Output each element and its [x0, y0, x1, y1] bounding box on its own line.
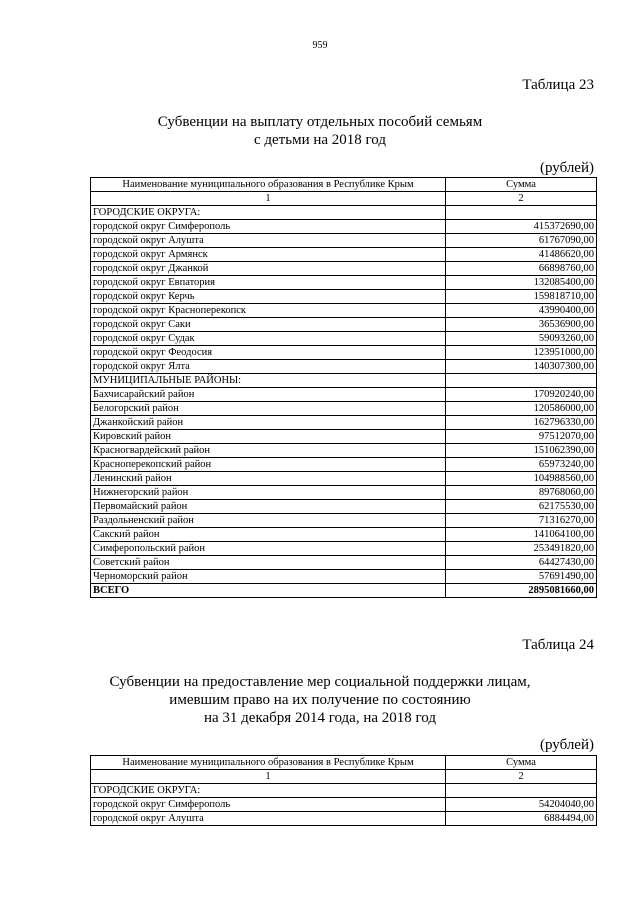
- header-municipality: Наименование муниципального образования в Республике Крым: [91, 178, 446, 192]
- table-row: [91, 798, 597, 812]
- table-row: [91, 332, 597, 346]
- column-number-1: 1: [91, 770, 446, 784]
- amount-value: 43990400,00: [446, 304, 597, 318]
- table-row: [91, 444, 597, 458]
- amount-value: 170920240,00: [446, 388, 597, 402]
- column-number-2: 2: [446, 192, 597, 206]
- amount-value: 140307300,00: [446, 360, 597, 374]
- amount-value: 253491820,00: [446, 542, 597, 556]
- municipality-name: городской округ Симферополь: [91, 798, 446, 812]
- municipality-name: Советский район: [91, 556, 446, 570]
- amount-value: 57691490,00: [446, 570, 597, 584]
- amount-value: 71316270,00: [446, 514, 597, 528]
- municipality-name: Нижнегорский район: [91, 486, 446, 500]
- table-row: [91, 360, 597, 374]
- table-24-title: [0, 673, 640, 727]
- municipality-name: Сакский район: [91, 528, 446, 542]
- table-row: [91, 248, 597, 262]
- table-24-title-line-2: имевшим право на их получение по состоянию: [169, 692, 471, 708]
- amount-value: 151062390,00: [446, 444, 597, 458]
- table-23-units: (рублей): [539, 160, 594, 176]
- table-row: [91, 514, 597, 528]
- amount-value: 162796330,00: [446, 416, 597, 430]
- table-row: [91, 262, 597, 276]
- section-label: ГОРОДСКИЕ ОКРУГА:: [91, 784, 446, 798]
- amount-value: 61767090,00: [446, 234, 597, 248]
- section-row-urban: [91, 206, 597, 220]
- total-row: [91, 584, 597, 598]
- table-row: [91, 346, 597, 360]
- table-24-title-line-1: Субвенции на предоставление мер социальной поддержки лицам,: [109, 674, 531, 690]
- table-row: [91, 542, 597, 556]
- table-row: [91, 556, 597, 570]
- amount-value: 66898760,00: [446, 262, 597, 276]
- municipality-name: Красногвардейский район: [91, 444, 446, 458]
- table-23: [90, 177, 597, 598]
- municipality-name: городской округ Саки: [91, 318, 446, 332]
- table-23-title-line-2: с детьми на 2018 год: [253, 132, 387, 148]
- amount-value: 104988560,00: [446, 472, 597, 486]
- table-row: [91, 458, 597, 472]
- table-row: [91, 234, 597, 248]
- header-amount: Сумма: [446, 756, 597, 770]
- amount-value: 123951000,00: [446, 346, 597, 360]
- table-row: [91, 812, 597, 826]
- municipality-name: городской округ Симферополь: [91, 220, 446, 234]
- amount-value: 64427430,00: [446, 556, 597, 570]
- municipality-name: городской округ Алушта: [91, 234, 446, 248]
- section-row-urban: [91, 784, 597, 798]
- table-24: [90, 755, 597, 826]
- municipality-name: городской округ Алушта: [91, 812, 446, 826]
- section-label: ГОРОДСКИЕ ОКРУГА:: [91, 206, 446, 220]
- table-24-title-line-3: на 31 декабря 2014 года, на 2018 год: [203, 710, 437, 726]
- table-23-title-line-1: Субвенции на выплату отдельных пособий семьям: [157, 114, 483, 130]
- table-row: [91, 570, 597, 584]
- section-empty-cell: [446, 374, 597, 388]
- municipality-name: городской округ Джанкой: [91, 262, 446, 276]
- table-row: [91, 486, 597, 500]
- amount-value: 415372690,00: [446, 220, 597, 234]
- municipality-name: Черноморский район: [91, 570, 446, 584]
- table-row: [91, 528, 597, 542]
- table-row: [91, 402, 597, 416]
- total-amount: 2895081660,00: [446, 584, 597, 598]
- amount-value: 132085400,00: [446, 276, 597, 290]
- table-header-row: [91, 756, 597, 770]
- amount-value: 65973240,00: [446, 458, 597, 472]
- municipality-name: Белогорский район: [91, 402, 446, 416]
- amount-value: 36536900,00: [446, 318, 597, 332]
- column-number-row: [91, 770, 597, 784]
- table-row: [91, 388, 597, 402]
- column-number-2: 2: [446, 770, 597, 784]
- table-row: [91, 430, 597, 444]
- page-number: 959: [312, 40, 328, 51]
- amount-value: 120586000,00: [446, 402, 597, 416]
- table-row: [91, 472, 597, 486]
- amount-value: 59093260,00: [446, 332, 597, 346]
- municipality-name: городской округ Армянск: [91, 248, 446, 262]
- amount-value: 97512070,00: [446, 430, 597, 444]
- municipality-name: Ленинский район: [91, 472, 446, 486]
- table-24-units: (рублей): [539, 737, 594, 753]
- amount-value: 89768060,00: [446, 486, 597, 500]
- amount-value: 6884494,00: [446, 812, 597, 826]
- amount-value: 141064100,00: [446, 528, 597, 542]
- municipality-name: городской округ Феодосия: [91, 346, 446, 360]
- table-row: [91, 318, 597, 332]
- column-number-row: [91, 192, 597, 206]
- amount-value: 62175530,00: [446, 500, 597, 514]
- table-header-row: [91, 178, 597, 192]
- municipality-name: Бахчисарайский район: [91, 388, 446, 402]
- table-row: [91, 220, 597, 234]
- municipality-name: городской округ Судак: [91, 332, 446, 346]
- municipality-name: Раздольненский район: [91, 514, 446, 528]
- section-empty-cell: [446, 206, 597, 220]
- municipality-name: городской округ Красноперекопск: [91, 304, 446, 318]
- municipality-name: Симферопольский район: [91, 542, 446, 556]
- table-23-title: [0, 113, 640, 149]
- amount-value: 159818710,00: [446, 290, 597, 304]
- municipality-name: Кировский район: [91, 430, 446, 444]
- municipality-name: городской округ Керчь: [91, 290, 446, 304]
- column-number-1: 1: [91, 192, 446, 206]
- header-amount: Сумма: [446, 178, 597, 192]
- header-municipality: Наименование муниципального образования в Республике Крым: [91, 756, 446, 770]
- municipality-name: Джанкойский район: [91, 416, 446, 430]
- table-row: [91, 290, 597, 304]
- municipality-name: городской округ Евпатория: [91, 276, 446, 290]
- section-empty-cell: [446, 784, 597, 798]
- section-label: МУНИЦИПАЛЬНЫЕ РАЙОНЫ:: [91, 374, 446, 388]
- table-row: [91, 416, 597, 430]
- table-23-label: Таблица 23: [522, 77, 594, 93]
- municipality-name: Первомайский район: [91, 500, 446, 514]
- table-row: [91, 500, 597, 514]
- amount-value: 41486620,00: [446, 248, 597, 262]
- table-24-label: Таблица 24: [522, 637, 594, 653]
- table-row: [91, 276, 597, 290]
- municipality-name: городской округ Ялта: [91, 360, 446, 374]
- amount-value: 54204040,00: [446, 798, 597, 812]
- total-label: ВСЕГО: [91, 584, 446, 598]
- section-row-districts: [91, 374, 597, 388]
- table-row: [91, 304, 597, 318]
- municipality-name: Красноперекопский район: [91, 458, 446, 472]
